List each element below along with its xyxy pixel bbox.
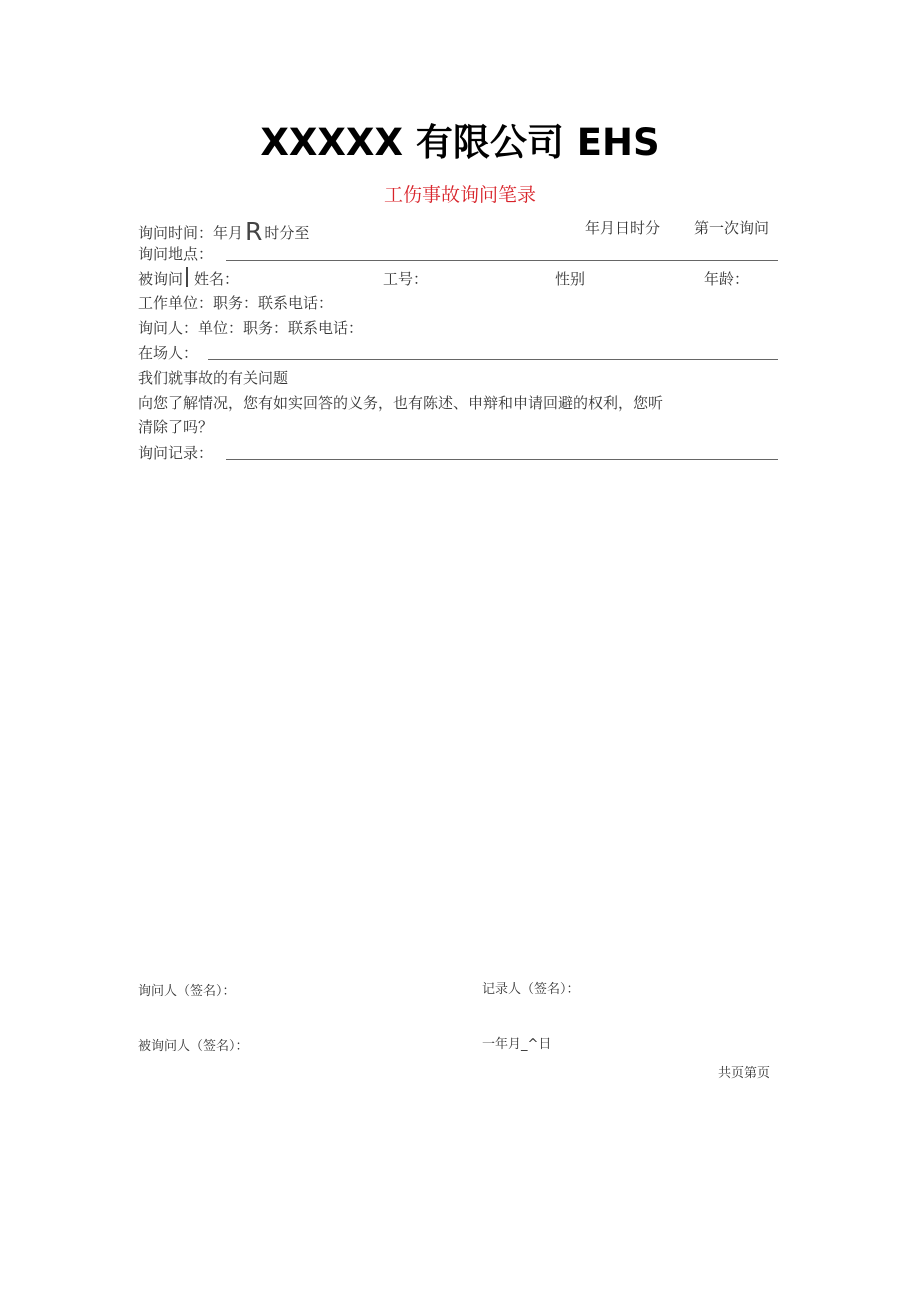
interviewee-gender-label: 性别	[555, 270, 586, 288]
inquiry-record-label: 询问记录：	[138, 444, 214, 462]
interviewee-signature: 被询问人（签名）：	[138, 1039, 249, 1054]
interviewee-label: 被询问	[138, 270, 184, 288]
statement-line-3: 清除了吗？	[138, 418, 214, 436]
work-unit-line: 工作单位：职务：联系电话：	[138, 294, 334, 312]
inquiry-time-row	[138, 217, 309, 246]
present-persons-underline	[208, 359, 778, 360]
interviewee-name-label: 姓名：	[194, 270, 240, 288]
inquiry-time-end: 年月日时分	[585, 219, 661, 237]
inquiry-time-label: 询问时间：年月	[138, 224, 244, 242]
statement-line-1: 我们就事故的有关问题	[138, 369, 289, 387]
inquiry-time-rest: 时分至	[264, 224, 310, 242]
inquiry-place-underline	[226, 260, 778, 261]
company-title: XXXXX 有限公司 EHS	[260, 121, 660, 164]
interviewee-row	[138, 267, 239, 289]
interviewee-bar	[186, 267, 188, 287]
inquiry-place-label: 询问地点：	[138, 245, 214, 263]
inquiry-session: 第一次询问	[694, 219, 770, 237]
page-count: 共页第页	[718, 1066, 771, 1081]
recorder-signature: 记录人（签名）：	[482, 982, 580, 997]
statement-line-2: 向您了解情况，您有如实回答的义务，也有陈述、申辩和申请回避的权利，您听	[138, 394, 664, 412]
inquiry-time-glyph: R	[245, 217, 263, 246]
inquiry-record-underline	[226, 459, 778, 460]
interviewee-age-label: 年龄：	[704, 270, 750, 288]
interviewer-line: 询问人：单位：职务：联系电话：	[138, 319, 364, 337]
interviewee-id-label: 工号：	[383, 270, 429, 288]
interviewer-signature: 询问人（签名）：	[138, 984, 236, 999]
present-persons-label: 在场人：	[138, 344, 199, 362]
document-title: 工伤事故询问笔录	[383, 184, 536, 206]
signature-date: 一年月_^日	[482, 1037, 552, 1052]
